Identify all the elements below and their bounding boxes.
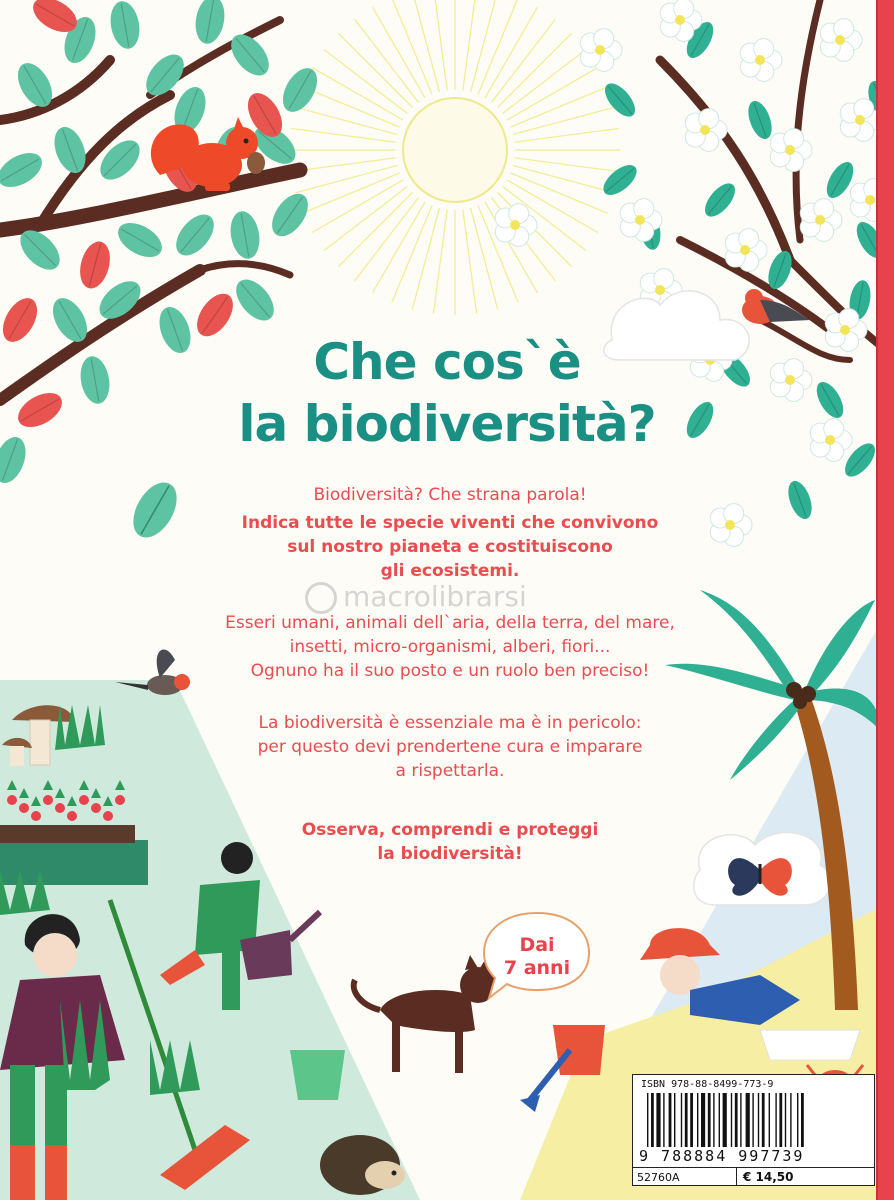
blossom-center <box>855 115 865 125</box>
description-line: Osserva, comprendi e proteggi <box>301 820 599 840</box>
sun-ray <box>392 205 432 302</box>
description-line: insetti, micro-organismi, alberi, fiori... <box>289 637 611 657</box>
barcode-bar <box>740 1093 741 1147</box>
blossom-petal <box>674 0 694 19</box>
blossom-center <box>510 220 520 230</box>
barcode-bar <box>797 1093 798 1147</box>
sun-ray <box>514 158 618 172</box>
blossom-petal <box>594 29 614 49</box>
barcode-bar <box>663 1093 664 1147</box>
watermark-text: macrolibrarsi <box>343 580 527 613</box>
barcode-bar <box>801 1093 804 1147</box>
sun-ray <box>510 87 607 127</box>
sun-ray <box>303 173 400 213</box>
sun-ray <box>471 208 498 309</box>
blossom-flower <box>740 39 782 82</box>
blossom-flower <box>820 19 862 62</box>
blossom-flower <box>685 109 727 152</box>
watermark-logo-icon <box>305 582 337 614</box>
barcode-bar <box>690 1093 693 1147</box>
sun-ray <box>463 209 477 313</box>
strawberry <box>55 803 65 813</box>
dog-illustration <box>354 955 496 1073</box>
isbn-barcode-box <box>632 1074 875 1186</box>
strawberry-planter-illustration <box>0 825 148 885</box>
blossom-center <box>740 245 750 255</box>
leaf <box>227 209 263 261</box>
strawberry <box>31 811 41 821</box>
leaf <box>0 146 48 194</box>
sun-ray <box>497 33 571 107</box>
barcode-bar <box>785 1093 786 1147</box>
sun-ray <box>296 107 397 134</box>
strawberry <box>115 795 125 805</box>
blossom-flower <box>725 229 767 272</box>
strawberry <box>7 795 17 805</box>
description-line: la biodiversità! <box>377 844 523 864</box>
sun-ray <box>433 209 447 313</box>
blossom-petal <box>854 99 874 119</box>
description-line: gli ecosistemi. <box>380 561 520 581</box>
strawberry <box>43 795 53 805</box>
leaf <box>112 216 168 264</box>
leaf <box>75 238 114 292</box>
leaf <box>599 78 640 121</box>
description-line: sul nostro pianeta e costituiscono <box>287 537 613 557</box>
blossom-petal <box>634 199 654 219</box>
blossom-center <box>635 215 645 225</box>
blossom-center <box>835 35 845 45</box>
blossom-center <box>655 285 665 295</box>
cover-title-line-2: la biodiversità? <box>238 395 656 453</box>
barcode-icon <box>643 1093 865 1147</box>
blossom-petal <box>509 204 529 224</box>
strawberry <box>91 803 101 813</box>
blossom-flower <box>770 129 812 172</box>
blossom-petal <box>754 39 774 59</box>
barcode-bar <box>647 1093 648 1147</box>
blossom-center <box>595 45 605 55</box>
blossom-petal <box>839 309 859 329</box>
sun-ray <box>296 166 397 193</box>
description-line: per questo devi prendertene cura e imparare <box>257 737 643 757</box>
cover-title-line-1: Che cos`è <box>313 333 581 391</box>
sun-ray <box>291 128 395 142</box>
sun-ray <box>338 33 412 107</box>
barcode-bar <box>790 1093 791 1147</box>
isbn-number: ISBN 978-88-8499-773-9 <box>641 1079 774 1090</box>
sun-ray <box>392 0 432 95</box>
barcode-bar <box>735 1093 738 1147</box>
strawberry <box>67 811 77 821</box>
barcode-bar <box>685 1093 688 1147</box>
description-line: Esseri umani, animali dell`aria, della terra, del mare, <box>225 613 675 633</box>
blossom-petal <box>699 109 719 129</box>
barcode-bar <box>779 1093 782 1147</box>
blossom-petal <box>814 199 834 219</box>
barcode-bar <box>681 1093 682 1147</box>
blossom-petal <box>834 19 854 39</box>
sun-ray <box>513 166 614 193</box>
blossom-flower <box>495 204 537 247</box>
white-blossoms <box>495 0 892 546</box>
blossom-petal <box>654 269 674 289</box>
barcode-bar <box>746 1093 750 1147</box>
barcode-bar <box>656 1093 660 1147</box>
blossom-center <box>865 195 875 205</box>
blossom-flower <box>580 29 622 72</box>
barcode-bar <box>769 1093 770 1147</box>
sun-illustration <box>403 98 507 202</box>
sun-ray <box>412 208 439 309</box>
product-code: 52760A <box>633 1167 737 1186</box>
blossom-center <box>815 215 825 225</box>
description-line: Biodiversità? Che strana parola! <box>313 485 587 505</box>
age-badge-line-2: 7 anni <box>503 957 571 979</box>
leaf <box>744 98 776 142</box>
strawberry <box>103 811 113 821</box>
description-line: Ognuno ha il suo posto e un ruolo ben preciso! <box>250 661 650 681</box>
leaf-blade <box>0 146 48 194</box>
barcode-bar <box>701 1093 705 1147</box>
blossom-flower <box>800 199 842 242</box>
barcode-bar <box>731 1093 732 1147</box>
leaf <box>265 187 315 242</box>
barcode-bar <box>708 1093 711 1147</box>
barcode-bar <box>713 1093 714 1147</box>
price-label: € 14,50 <box>737 1167 874 1186</box>
leaf <box>192 0 228 46</box>
leaf <box>107 0 143 51</box>
strawberry <box>79 795 89 805</box>
watermark <box>305 580 527 614</box>
barcode-bar <box>752 1093 753 1147</box>
blossom-petal <box>784 129 804 149</box>
age-badge-text <box>481 934 593 980</box>
leaf <box>169 208 221 263</box>
leaf <box>699 178 740 221</box>
barcode-bar <box>674 1093 675 1147</box>
barcode-bar <box>762 1093 765 1147</box>
strawberry <box>19 803 29 813</box>
sun-ray <box>478 0 518 95</box>
blossom-center <box>700 125 710 135</box>
sun-ray <box>513 107 614 134</box>
sun-ray <box>514 128 618 142</box>
blossom-center <box>755 55 765 65</box>
leaf <box>598 159 641 200</box>
age-badge <box>481 910 599 1002</box>
barcode-bar <box>719 1093 720 1147</box>
leaf <box>784 478 816 522</box>
book-spine-edge <box>876 0 894 1200</box>
leaf <box>229 273 281 328</box>
barcode-bar <box>651 1093 654 1147</box>
sun-ray <box>338 192 412 266</box>
barcode-bar <box>669 1093 672 1147</box>
description-line: Indica tutte le specie viventi che convivono <box>241 513 659 533</box>
blossom-petal <box>739 229 759 249</box>
barcode-bar <box>775 1093 776 1147</box>
barcode-bar <box>723 1093 727 1147</box>
barcode-bar <box>758 1093 759 1147</box>
blossom-center <box>785 145 795 155</box>
sun-ray <box>303 87 400 127</box>
blossom-center <box>675 15 685 25</box>
barcode-bar <box>697 1093 698 1147</box>
description-line: La biodiversità è essenziale ma è in pericolo: <box>258 713 642 733</box>
barcode-digits: 9 788884 997739 <box>639 1147 805 1165</box>
age-badge-line-1: Dai <box>519 934 555 956</box>
description-line: a rispettarla. <box>395 761 505 781</box>
